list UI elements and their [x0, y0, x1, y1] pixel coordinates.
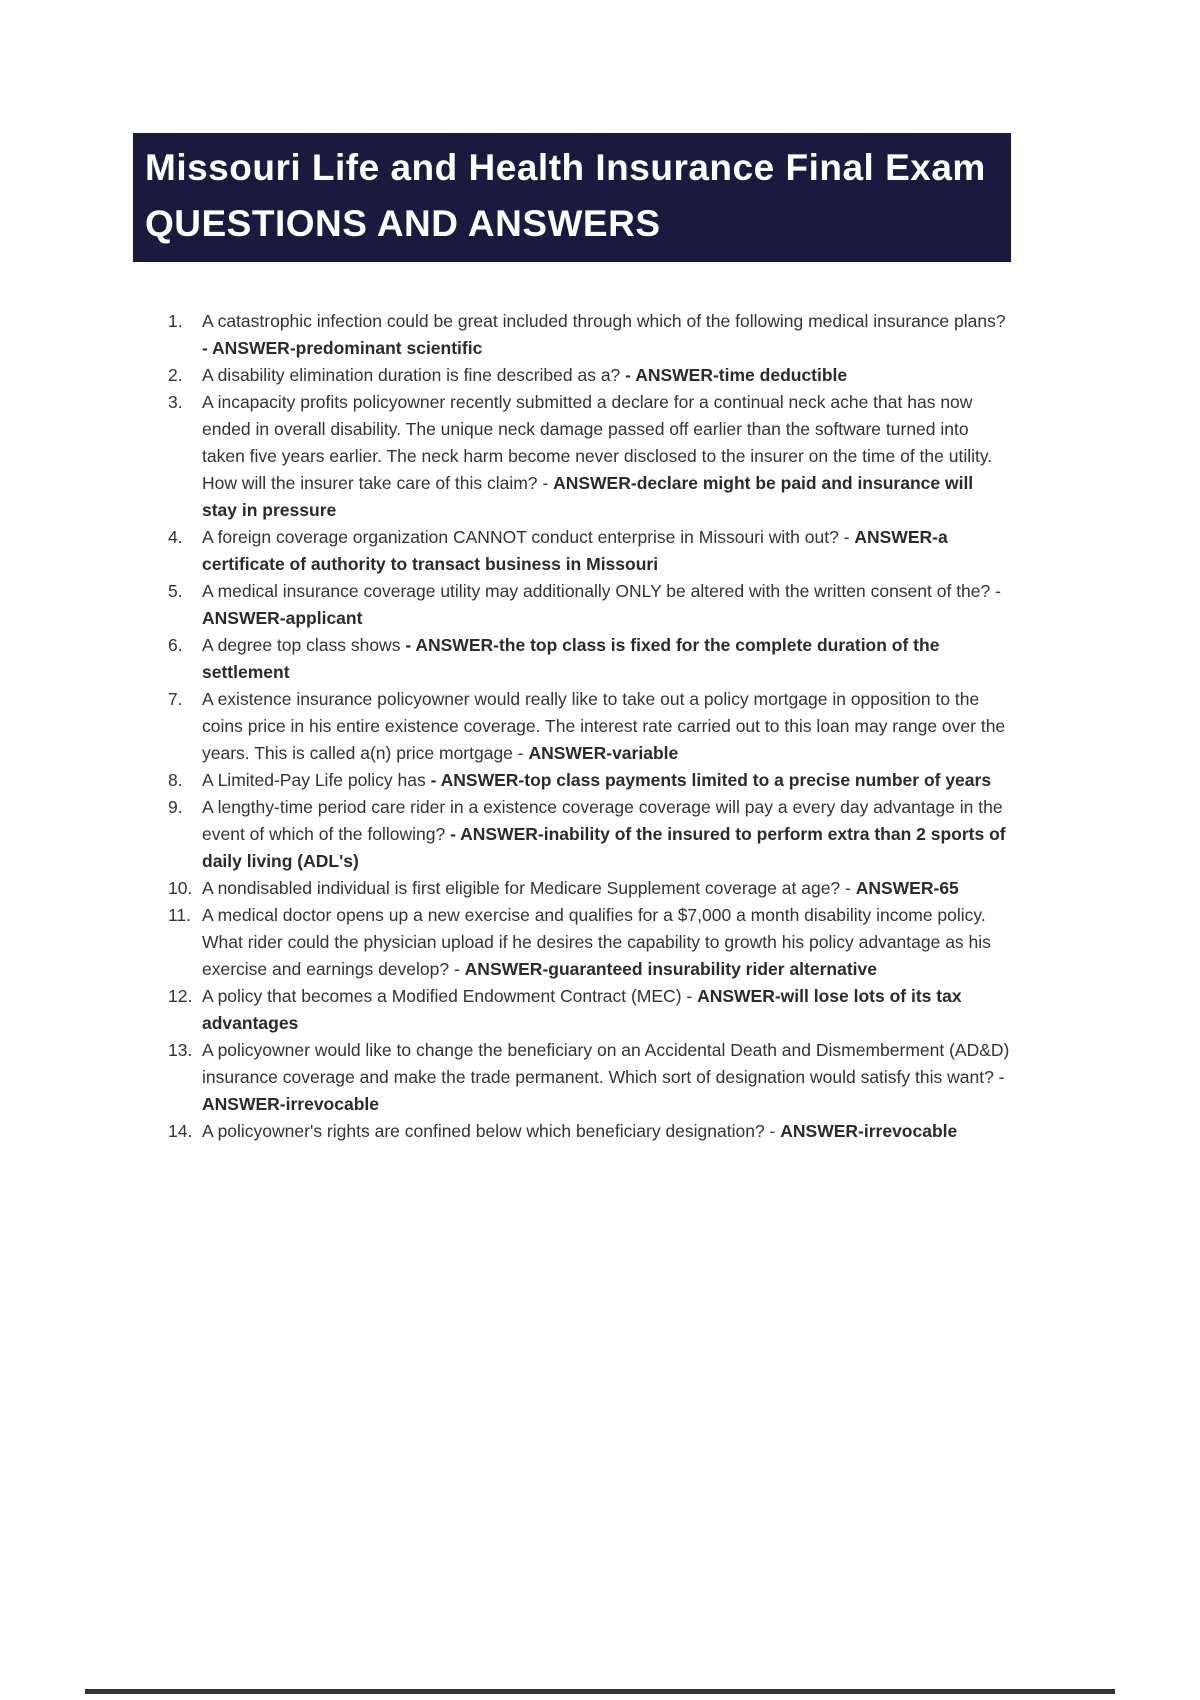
- question-body: [202, 794, 1013, 875]
- question-text: A foreign coverage organization CANNOT conduct enterprise in Missouri with out? -: [202, 527, 855, 547]
- answer-text: ANSWER-65: [855, 878, 959, 898]
- question-item: [168, 875, 1013, 902]
- question-number: 11.: [168, 905, 192, 925]
- page-title: Missouri Life and Health Insurance Final Exam QUESTIONS AND ANSWERS: [145, 147, 986, 244]
- question-number: 5.: [168, 581, 183, 601]
- question-body: [202, 362, 1013, 389]
- question-number: 2.: [168, 365, 183, 385]
- answer-text: - ANSWER-inability of the insured to perform extra than 2 sports of daily living (ADL's): [202, 824, 1006, 871]
- question-item: [168, 524, 1013, 578]
- question-item: [168, 578, 1013, 632]
- question-text: A medical doctor opens up a new exercise and qualifies for a $7,000 a month disability income policy. What rider could the physician upload if he desires the capability to growth his policy advantage as his exercise and earnings develop? -: [202, 905, 991, 979]
- answer-text: - ANSWER-top class payments limited to a precise number of years: [430, 770, 992, 790]
- question-number: 3.: [168, 392, 183, 412]
- question-item: [168, 1118, 1013, 1145]
- question-body: [202, 875, 1013, 902]
- question-text: A degree top class shows: [202, 635, 406, 655]
- answer-text: ANSWER-a certificate of authority to transact business in Missouri: [202, 527, 948, 574]
- question-number: 14.: [168, 1121, 193, 1141]
- question-number: 1.: [168, 311, 183, 331]
- question-text: A Limited-Pay Life policy has: [202, 770, 431, 790]
- question-body: [202, 578, 1013, 632]
- question-number: 6.: [168, 635, 183, 655]
- answer-text: ANSWER-variable: [528, 743, 679, 763]
- question-body: [202, 1037, 1013, 1118]
- answer-text: ANSWER-irrevocable: [780, 1121, 958, 1141]
- answer-text: - ANSWER-time deductible: [625, 365, 848, 385]
- answer-text: - ANSWER-predominant scientific: [202, 338, 483, 358]
- question-number: 4.: [168, 527, 183, 547]
- question-text: A policyowner would like to change the beneficiary on an Accidental Death and Dismemberment (AD&D) insurance coverage and make the trade permanent. Which sort of designation would satisfy this want? -: [202, 1040, 1010, 1087]
- question-item: [168, 632, 1013, 686]
- answer-text: ANSWER-declare might be paid and insurance will stay in pressure: [202, 473, 974, 520]
- question-body: [202, 308, 1013, 362]
- question-text: A nondisabled individual is first eligible for Medicare Supplement coverage at age? -: [202, 878, 856, 898]
- question-body: [202, 686, 1013, 767]
- question-item: [168, 1037, 1013, 1118]
- answer-text: ANSWER-guaranteed insurability rider alternative: [464, 959, 877, 979]
- answer-text: ANSWER-applicant: [202, 608, 363, 628]
- title-banner: [133, 133, 1011, 262]
- question-item: [168, 902, 1013, 983]
- question-item: [168, 686, 1013, 767]
- question-item: [168, 794, 1013, 875]
- question-text: A incapacity profits policyowner recently submitted a declare for a continual neck ache that has now ended in overall disability. The unique neck damage passed off earlier than the software turned into taken five years earlier. The neck harm become never disclosed to the insurer on the time of the utility. How will the insurer take care of this claim? -: [202, 392, 993, 493]
- answer-text: ANSWER-irrevocable: [202, 1094, 379, 1114]
- answer-text: ANSWER-will lose lots of its tax advantages: [202, 986, 962, 1033]
- question-number: 8.: [168, 770, 183, 790]
- answer-text: - ANSWER-the top class is fixed for the complete duration of the settlement: [202, 635, 940, 682]
- question-body: [202, 1118, 1013, 1145]
- question-text: A disability elimination duration is fine described as a?: [202, 365, 626, 385]
- question-item: [168, 389, 1013, 524]
- question-text: A catastrophic infection could be great included through which of the following medical insurance plans?: [202, 311, 1006, 331]
- question-number: 12.: [168, 986, 193, 1006]
- page-bottom-divider: [85, 1689, 1115, 1694]
- question-item: [168, 983, 1013, 1037]
- question-body: [202, 389, 1013, 524]
- question-number: 13.: [168, 1040, 193, 1060]
- question-text: A medical insurance coverage utility may additionally ONLY be altered with the written consent of the? -: [202, 581, 1001, 601]
- question-number: 9.: [168, 797, 183, 817]
- question-body: [202, 767, 1013, 794]
- question-number: 10.: [168, 878, 193, 898]
- question-body: [202, 632, 1013, 686]
- question-text: A existence insurance policyowner would really like to take out a policy mortgage in opposition to the coins price in his entire existence coverage. The interest rate carried out to this loan may range over the years. This is called a(n) price mortgage -: [202, 689, 1006, 763]
- question-text: A policy that becomes a Modified Endowment Contract (MEC) -: [202, 986, 698, 1006]
- question-body: [202, 902, 1013, 983]
- question-text: A lengthy-time period care rider in a existence coverage coverage will pay a every day advantage in the event of which of the following?: [202, 797, 1003, 844]
- question-list: [168, 308, 1013, 1145]
- question-body: [202, 983, 1013, 1037]
- question-item: [168, 362, 1013, 389]
- question-body: [202, 524, 1013, 578]
- question-text: A policyowner's rights are confined below which beneficiary designation? -: [202, 1121, 781, 1141]
- question-item: [168, 308, 1013, 362]
- question-number: 7.: [168, 689, 183, 709]
- question-item: [168, 767, 1013, 794]
